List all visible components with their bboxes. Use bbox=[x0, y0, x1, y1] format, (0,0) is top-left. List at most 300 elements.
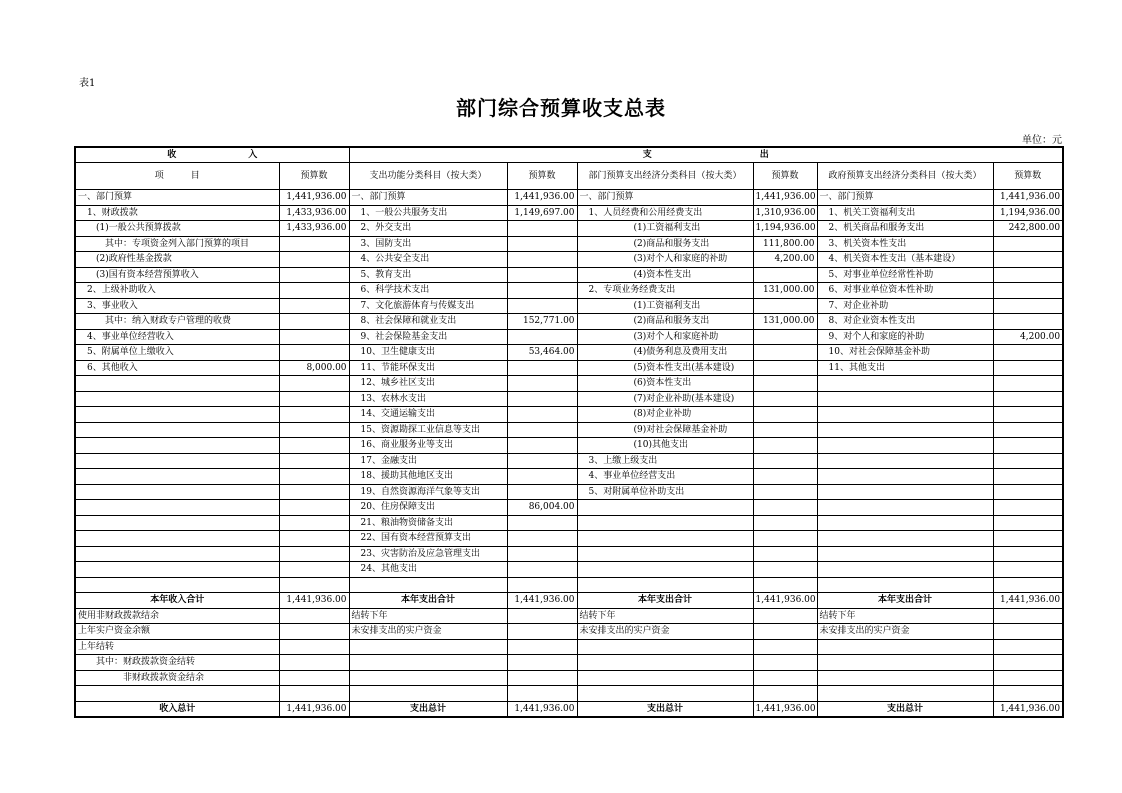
item-cell bbox=[577, 639, 753, 655]
table-row bbox=[75, 469, 1063, 485]
item-cell: 其中：专项资金列入部门预算的项目 bbox=[75, 236, 279, 252]
budget-value-cell bbox=[993, 453, 1063, 469]
item-cell: 其中：财政拨款资金结转 bbox=[75, 655, 279, 671]
table-row bbox=[75, 422, 1063, 438]
item-cell: (8)对企业补助 bbox=[577, 407, 753, 423]
budget-value-cell bbox=[753, 531, 817, 547]
item-cell: 结转下年 bbox=[349, 608, 507, 624]
table-row bbox=[75, 531, 1063, 547]
item-cell: 12、城乡社区支出 bbox=[349, 376, 507, 392]
table-row bbox=[75, 360, 1063, 376]
budget-value-cell bbox=[507, 252, 577, 268]
item-cell: 19、自然资源海洋气象等支出 bbox=[349, 484, 507, 500]
item-cell bbox=[817, 376, 993, 392]
budget-value-cell bbox=[993, 624, 1063, 640]
item-cell: (2)政府性基金拨款 bbox=[75, 252, 279, 268]
item-cell: 4、公共安全支出 bbox=[349, 252, 507, 268]
budget-value-cell bbox=[993, 438, 1063, 454]
budget-value-cell: 131,000.00 bbox=[753, 314, 817, 330]
item-cell: 4、机关资本性支出（基本建设） bbox=[817, 252, 993, 268]
budget-value-cell bbox=[507, 624, 577, 640]
budget-value-cell bbox=[753, 515, 817, 531]
budget-value-cell: 1,441,936.00 bbox=[753, 190, 817, 206]
budget-value-cell bbox=[507, 407, 577, 423]
budget-value-cell bbox=[507, 298, 577, 314]
budget-value-cell bbox=[279, 670, 349, 686]
item-cell: 11、其他支出 bbox=[817, 360, 993, 376]
table-row bbox=[75, 267, 1063, 283]
gov-total-value: 1,441,936.00 bbox=[993, 701, 1063, 717]
budget-value-cell bbox=[993, 267, 1063, 283]
budget-value-cell bbox=[753, 345, 817, 361]
item-cell bbox=[577, 500, 753, 516]
item-cell bbox=[75, 438, 279, 454]
item-cell bbox=[75, 515, 279, 531]
item-cell: 7、对企业补助 bbox=[817, 298, 993, 314]
page-title: 部门综合预算收支总表 bbox=[456, 96, 666, 120]
item-cell bbox=[75, 453, 279, 469]
budget-value-cell bbox=[507, 329, 577, 345]
item-cell bbox=[817, 686, 993, 702]
col-budget-header-1: 预算数 bbox=[279, 163, 349, 190]
item-cell bbox=[349, 655, 507, 671]
item-cell: 7、文化旅游体育与传媒支出 bbox=[349, 298, 507, 314]
budget-value-cell bbox=[753, 422, 817, 438]
item-cell bbox=[817, 500, 993, 516]
table-row bbox=[75, 453, 1063, 469]
budget-value-cell bbox=[279, 298, 349, 314]
item-cell: 未安排支出的实户资金 bbox=[577, 624, 753, 640]
item-cell bbox=[817, 515, 993, 531]
table-tag: 表1 bbox=[79, 78, 96, 89]
budget-value-cell bbox=[279, 376, 349, 392]
item-cell: 结转下年 bbox=[817, 608, 993, 624]
item-cell: 未安排支出的实户资金 bbox=[349, 624, 507, 640]
table-row bbox=[75, 314, 1063, 330]
table-row bbox=[75, 562, 1063, 578]
dept-total-label: 支出总计 bbox=[577, 701, 753, 717]
table-row bbox=[75, 236, 1063, 252]
budget-value-cell: 86,004.00 bbox=[507, 500, 577, 516]
item-cell: 14、交通运输支出 bbox=[349, 407, 507, 423]
item-cell: (7)对企业补助(基本建设) bbox=[577, 391, 753, 407]
budget-value-cell bbox=[279, 283, 349, 299]
budget-value-cell bbox=[753, 267, 817, 283]
item-cell: 结转下年 bbox=[577, 608, 753, 624]
item-cell bbox=[817, 546, 993, 562]
budget-value-cell: 4,200.00 bbox=[993, 329, 1063, 345]
budget-value-cell bbox=[507, 484, 577, 500]
table-row bbox=[75, 438, 1063, 454]
budget-value-cell bbox=[753, 686, 817, 702]
budget-value-cell bbox=[753, 469, 817, 485]
budget-summary-table bbox=[74, 146, 1064, 718]
budget-value-cell: 4,200.00 bbox=[753, 252, 817, 268]
item-cell bbox=[75, 531, 279, 547]
budget-value-cell bbox=[993, 391, 1063, 407]
budget-value-cell bbox=[279, 314, 349, 330]
budget-value-cell bbox=[993, 531, 1063, 547]
item-cell: (3)对个人和家庭补助 bbox=[577, 329, 753, 345]
table-row bbox=[75, 577, 1063, 593]
item-cell: 21、粮油物资储备支出 bbox=[349, 515, 507, 531]
budget-value-cell bbox=[753, 391, 817, 407]
budget-value-cell bbox=[279, 407, 349, 423]
item-cell: 13、农林水支出 bbox=[349, 391, 507, 407]
item-cell bbox=[75, 376, 279, 392]
budget-value-cell bbox=[279, 608, 349, 624]
table-row bbox=[75, 608, 1063, 624]
budget-value-cell bbox=[279, 686, 349, 702]
table-row bbox=[75, 686, 1063, 702]
income-total-label: 本年收入合计 bbox=[75, 593, 279, 609]
budget-value-cell bbox=[753, 453, 817, 469]
item-cell: 一、部门预算 bbox=[75, 190, 279, 206]
budget-value-cell: 131,000.00 bbox=[753, 283, 817, 299]
budget-value-cell bbox=[279, 484, 349, 500]
budget-value-cell bbox=[753, 298, 817, 314]
budget-value-cell bbox=[507, 531, 577, 547]
budget-value-cell bbox=[279, 453, 349, 469]
item-cell: 23、灾害防治及应急管理支出 bbox=[349, 546, 507, 562]
budget-value-cell bbox=[993, 252, 1063, 268]
budget-value-cell bbox=[753, 577, 817, 593]
budget-value-cell bbox=[279, 236, 349, 252]
income-total-value: 1,441,936.00 bbox=[279, 593, 349, 609]
col-budget-header-4: 预算数 bbox=[993, 163, 1063, 190]
item-cell: 11、节能环保支出 bbox=[349, 360, 507, 376]
item-cell: 一、部门预算 bbox=[817, 190, 993, 206]
budget-value-cell bbox=[753, 329, 817, 345]
item-cell: 2、外交支出 bbox=[349, 221, 507, 237]
item-cell: 3、上缴上级支出 bbox=[577, 453, 753, 469]
col-dept-econ-header: 部门预算支出经济分类科目（按大类） bbox=[577, 163, 753, 190]
item-cell bbox=[349, 686, 507, 702]
item-cell: 1、财政拨款 bbox=[75, 205, 279, 221]
item-cell bbox=[817, 577, 993, 593]
dept-total-label: 本年支出合计 bbox=[577, 593, 753, 609]
func-total-label: 支出总计 bbox=[349, 701, 507, 717]
expense-group-header: 支 出 bbox=[349, 147, 1063, 163]
item-cell: 5、附属单位上缴收入 bbox=[75, 345, 279, 361]
item-cell: 10、对社会保障基金补助 bbox=[817, 345, 993, 361]
item-cell: 17、金融支出 bbox=[349, 453, 507, 469]
item-cell bbox=[577, 686, 753, 702]
item-cell bbox=[75, 546, 279, 562]
item-cell: 3、事业收入 bbox=[75, 298, 279, 314]
budget-value-cell bbox=[753, 546, 817, 562]
item-cell: 1、人员经费和公用经费支出 bbox=[577, 205, 753, 221]
budget-value-cell bbox=[507, 686, 577, 702]
item-cell bbox=[577, 577, 753, 593]
item-cell bbox=[75, 391, 279, 407]
budget-value-cell bbox=[507, 639, 577, 655]
budget-value-cell bbox=[279, 267, 349, 283]
budget-value-cell: 242,800.00 bbox=[993, 221, 1063, 237]
gov-total-label: 支出总计 bbox=[817, 701, 993, 717]
item-cell bbox=[817, 484, 993, 500]
item-cell bbox=[817, 453, 993, 469]
budget-value-cell: 53,464.00 bbox=[507, 345, 577, 361]
group-header-row bbox=[75, 147, 1063, 163]
item-cell bbox=[75, 422, 279, 438]
item-cell bbox=[577, 562, 753, 578]
budget-value-cell: 152,771.00 bbox=[507, 314, 577, 330]
table-row bbox=[75, 391, 1063, 407]
budget-value-cell bbox=[507, 453, 577, 469]
item-cell: 2、上级补助收入 bbox=[75, 283, 279, 299]
gov-total-label: 本年支出合计 bbox=[817, 593, 993, 609]
table-row bbox=[75, 221, 1063, 237]
budget-value-cell bbox=[507, 283, 577, 299]
item-cell bbox=[577, 515, 753, 531]
item-cell: 3、国防支出 bbox=[349, 236, 507, 252]
budget-value-cell bbox=[753, 608, 817, 624]
budget-value-cell bbox=[993, 562, 1063, 578]
item-cell bbox=[577, 670, 753, 686]
budget-value-cell bbox=[507, 670, 577, 686]
budget-value-cell bbox=[507, 236, 577, 252]
item-cell bbox=[75, 469, 279, 485]
budget-value-cell bbox=[753, 360, 817, 376]
budget-value-cell bbox=[993, 515, 1063, 531]
budget-value-cell bbox=[279, 577, 349, 593]
item-cell: (1)一般公共预算拨款 bbox=[75, 221, 279, 237]
budget-value-cell: 111,800.00 bbox=[753, 236, 817, 252]
item-cell bbox=[577, 655, 753, 671]
budget-value-cell bbox=[507, 422, 577, 438]
col-budget-header-2: 预算数 bbox=[507, 163, 577, 190]
item-cell: (1)工资福利支出 bbox=[577, 221, 753, 237]
dept-total-value: 1,441,936.00 bbox=[753, 701, 817, 717]
budget-value-cell bbox=[993, 500, 1063, 516]
table-row bbox=[75, 283, 1063, 299]
table-row bbox=[75, 407, 1063, 423]
table-row bbox=[75, 205, 1063, 221]
budget-value-cell bbox=[507, 562, 577, 578]
budget-value-cell bbox=[753, 500, 817, 516]
budget-value-cell bbox=[993, 670, 1063, 686]
item-cell: 一、部门预算 bbox=[349, 190, 507, 206]
table-row bbox=[75, 252, 1063, 268]
item-cell: 6、其他收入 bbox=[75, 360, 279, 376]
table-row bbox=[75, 500, 1063, 516]
budget-value-cell bbox=[753, 624, 817, 640]
budget-value-cell bbox=[753, 655, 817, 671]
budget-value-cell bbox=[279, 345, 349, 361]
budget-value-cell bbox=[507, 360, 577, 376]
item-cell: 8、社会保障和就业支出 bbox=[349, 314, 507, 330]
item-cell bbox=[75, 577, 279, 593]
budget-value-cell bbox=[993, 608, 1063, 624]
table-row bbox=[75, 624, 1063, 640]
item-cell: (4)资本性支出 bbox=[577, 267, 753, 283]
budget-value-cell bbox=[993, 283, 1063, 299]
year-total-row bbox=[75, 593, 1063, 609]
budget-value-cell bbox=[753, 438, 817, 454]
item-cell: 22、国有资本经营预算支出 bbox=[349, 531, 507, 547]
income-total-label: 收入总计 bbox=[75, 701, 279, 717]
item-cell: 1、一般公共服务支出 bbox=[349, 205, 507, 221]
budget-value-cell bbox=[507, 655, 577, 671]
item-cell: (9)对社会保障基金补助 bbox=[577, 422, 753, 438]
budget-value-cell bbox=[279, 438, 349, 454]
item-cell: 非财政拨款资金结余 bbox=[75, 670, 279, 686]
item-cell: 上年结转 bbox=[75, 639, 279, 655]
item-cell: 2、专项业务经费支出 bbox=[577, 283, 753, 299]
table-row bbox=[75, 670, 1063, 686]
col-item-header: 项 目 bbox=[75, 163, 279, 190]
budget-value-cell bbox=[279, 655, 349, 671]
budget-value-cell: 1,149,697.00 bbox=[507, 205, 577, 221]
budget-value-cell bbox=[993, 577, 1063, 593]
item-cell bbox=[817, 531, 993, 547]
func-total-label: 本年支出合计 bbox=[349, 593, 507, 609]
budget-value-cell bbox=[279, 531, 349, 547]
budget-value-cell bbox=[993, 546, 1063, 562]
item-cell: 2、机关商品和服务支出 bbox=[817, 221, 993, 237]
table-row bbox=[75, 376, 1063, 392]
grand-total-row bbox=[75, 701, 1063, 717]
item-cell bbox=[817, 639, 993, 655]
budget-value-cell bbox=[279, 562, 349, 578]
budget-value-cell bbox=[993, 422, 1063, 438]
budget-value-cell bbox=[279, 252, 349, 268]
item-cell: 10、卫生健康支出 bbox=[349, 345, 507, 361]
table-row bbox=[75, 639, 1063, 655]
dept-total-value: 1,441,936.00 bbox=[753, 593, 817, 609]
item-cell bbox=[817, 422, 993, 438]
item-cell bbox=[349, 670, 507, 686]
item-cell: (2)商品和服务支出 bbox=[577, 314, 753, 330]
budget-value-cell bbox=[993, 298, 1063, 314]
item-cell: (10)其他支出 bbox=[577, 438, 753, 454]
item-cell bbox=[577, 546, 753, 562]
item-cell: 3、机关资本性支出 bbox=[817, 236, 993, 252]
table-row bbox=[75, 329, 1063, 345]
budget-value-cell bbox=[507, 577, 577, 593]
item-cell: (1)工资福利支出 bbox=[577, 298, 753, 314]
item-cell: 8、对企业资本性支出 bbox=[817, 314, 993, 330]
budget-value-cell bbox=[993, 236, 1063, 252]
func-total-value: 1,441,936.00 bbox=[507, 593, 577, 609]
item-cell: (6)资本性支出 bbox=[577, 376, 753, 392]
budget-value-cell bbox=[279, 329, 349, 345]
budget-value-cell: 1,310,936.00 bbox=[753, 205, 817, 221]
item-cell: 15、资源勘探工业信息等支出 bbox=[349, 422, 507, 438]
item-cell bbox=[817, 562, 993, 578]
item-cell bbox=[349, 577, 507, 593]
budget-value-cell bbox=[753, 562, 817, 578]
budget-value-cell bbox=[993, 655, 1063, 671]
item-cell: (4)债务利息及费用支出 bbox=[577, 345, 753, 361]
func-total-value: 1,441,936.00 bbox=[507, 701, 577, 717]
budget-value-cell bbox=[279, 391, 349, 407]
table-row bbox=[75, 298, 1063, 314]
item-cell bbox=[75, 686, 279, 702]
budget-value-cell bbox=[753, 407, 817, 423]
budget-value-cell bbox=[507, 438, 577, 454]
item-cell: 1、机关工资福利支出 bbox=[817, 205, 993, 221]
item-cell: 5、对事业单位经常性补助 bbox=[817, 267, 993, 283]
table-row bbox=[75, 546, 1063, 562]
budget-value-cell bbox=[993, 345, 1063, 361]
budget-value-cell bbox=[507, 391, 577, 407]
budget-value-cell bbox=[993, 639, 1063, 655]
item-cell bbox=[75, 407, 279, 423]
item-cell: 9、对个人和家庭的补助 bbox=[817, 329, 993, 345]
budget-value-cell bbox=[507, 546, 577, 562]
item-cell bbox=[349, 639, 507, 655]
budget-value-cell: 8,000.00 bbox=[279, 360, 349, 376]
budget-value-cell: 1,441,936.00 bbox=[507, 190, 577, 206]
item-cell bbox=[817, 469, 993, 485]
item-cell: (3)国有资本经营预算收入 bbox=[75, 267, 279, 283]
item-cell bbox=[75, 500, 279, 516]
item-cell bbox=[817, 655, 993, 671]
budget-value-cell bbox=[993, 376, 1063, 392]
budget-value-cell bbox=[507, 608, 577, 624]
item-cell: 18、援助其他地区支出 bbox=[349, 469, 507, 485]
budget-value-cell: 1,194,936.00 bbox=[993, 205, 1063, 221]
budget-value-cell: 1,441,936.00 bbox=[993, 190, 1063, 206]
budget-value-cell bbox=[753, 670, 817, 686]
budget-value-cell bbox=[279, 422, 349, 438]
budget-value-cell bbox=[279, 546, 349, 562]
budget-value-cell bbox=[753, 484, 817, 500]
table-row bbox=[75, 190, 1063, 206]
income-total-value: 1,441,936.00 bbox=[279, 701, 349, 717]
item-cell: (3)对个人和家庭的补助 bbox=[577, 252, 753, 268]
income-group-header: 收 入 bbox=[75, 147, 349, 163]
budget-value-cell bbox=[993, 484, 1063, 500]
gov-total-value: 1,441,936.00 bbox=[993, 593, 1063, 609]
col-budget-header-3: 预算数 bbox=[753, 163, 817, 190]
budget-value-cell: 1,433,936.00 bbox=[279, 221, 349, 237]
budget-value-cell bbox=[993, 314, 1063, 330]
item-cell: (5)资本性支出(基本建设) bbox=[577, 360, 753, 376]
table-row bbox=[75, 484, 1063, 500]
budget-value-cell bbox=[279, 639, 349, 655]
budget-value-cell bbox=[507, 221, 577, 237]
item-cell bbox=[817, 438, 993, 454]
unit-label: 单位：元 bbox=[1022, 135, 1062, 146]
item-cell: 其中：纳入财政专户管理的收费 bbox=[75, 314, 279, 330]
item-cell: 4、事业单位经营收入 bbox=[75, 329, 279, 345]
budget-value-cell bbox=[993, 360, 1063, 376]
budget-value-cell bbox=[993, 686, 1063, 702]
item-cell bbox=[817, 670, 993, 686]
budget-value-cell bbox=[279, 624, 349, 640]
column-header-row bbox=[75, 163, 1063, 190]
table-row bbox=[75, 345, 1063, 361]
budget-value-cell bbox=[993, 407, 1063, 423]
item-cell: 9、社会保险基金支出 bbox=[349, 329, 507, 345]
item-cell: 5、教育支出 bbox=[349, 267, 507, 283]
table-row bbox=[75, 515, 1063, 531]
item-cell: 4、事业单位经营支出 bbox=[577, 469, 753, 485]
item-cell: 未安排支出的实户资金 bbox=[817, 624, 993, 640]
budget-value-cell bbox=[507, 515, 577, 531]
item-cell bbox=[817, 407, 993, 423]
item-cell: 一、部门预算 bbox=[577, 190, 753, 206]
item-cell: 6、科学技术支出 bbox=[349, 283, 507, 299]
item-cell bbox=[75, 484, 279, 500]
table-row bbox=[75, 655, 1063, 671]
item-cell bbox=[75, 562, 279, 578]
budget-value-cell bbox=[279, 469, 349, 485]
budget-value-cell bbox=[993, 469, 1063, 485]
